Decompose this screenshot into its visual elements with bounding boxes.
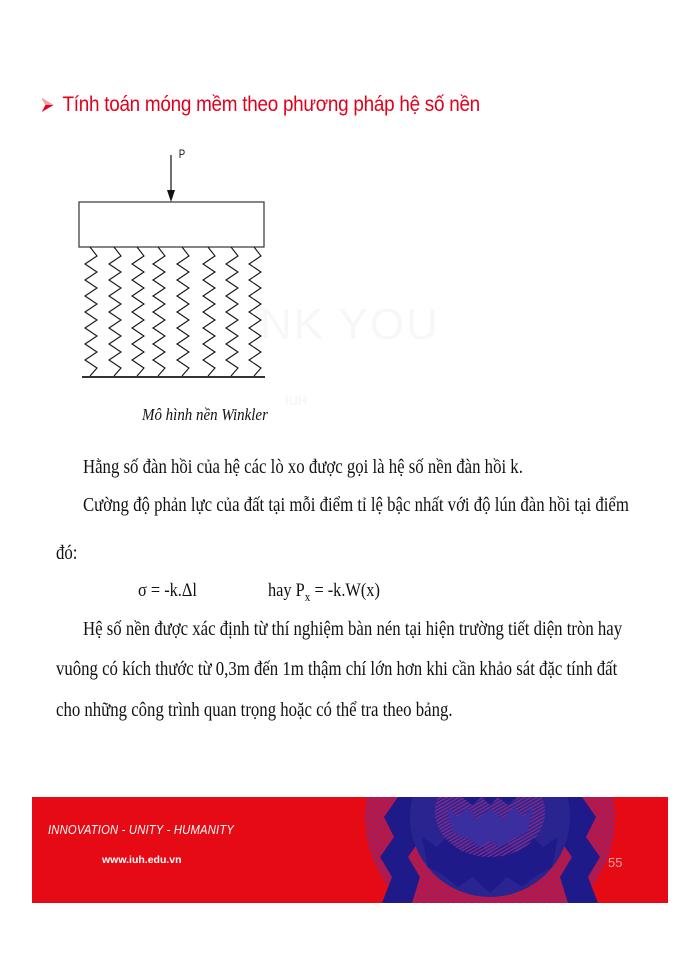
footer-motto: INNOVATION - UNITY - HUMANITY [48, 823, 235, 837]
formula-right-prefix: hay P [268, 580, 305, 601]
paragraph-1: Hằng số đàn hồi của hệ các lò xo được gọi là hệ số nền đàn hồi k. [83, 457, 523, 478]
winkler-diagram-svg [70, 140, 280, 390]
slide-title [40, 88, 480, 122]
formula-right [268, 580, 380, 605]
figure-caption: Mô hình nền Winkler [142, 405, 268, 424]
paragraph-3-line-3: cho những công trình quan trọng hoặc có thể tra theo bảng. [56, 700, 453, 721]
formula-right-suffix: = -k.W(x) [310, 580, 380, 601]
formula-right-subscript: x [304, 588, 311, 604]
arrow-bullet-icon [40, 97, 54, 113]
paragraph-3-line-2: vuông có kích thước từ 0,3m đến 1m thậm chí lớn hơn khi cần khảo sát đặc tính đất [56, 659, 618, 680]
paragraph-3-line-1: Hệ số nền được xác định từ thí nghiệm bàn nén tại hiện trường tiết diện tròn hay [83, 619, 623, 640]
slide-title-text: Tính toán móng mềm theo phương pháp hệ số nền [62, 93, 480, 116]
footer-banner [32, 797, 668, 903]
load-label: P [178, 147, 186, 161]
decorative-pattern-icon [362, 797, 622, 903]
watermark-subtext: IUH [285, 393, 308, 408]
watermark-text: NK YOU [260, 300, 440, 349]
formula-left: σ = -k.Δl [138, 580, 197, 601]
winkler-model-diagram [70, 140, 280, 390]
paragraph-2-line-1: Cường độ phản lực của đất tại mỗi điểm tỉ lệ bậc nhất với độ lún đàn hồi tại điểm [83, 495, 629, 516]
footer-url[interactable]: www.iuh.edu.vn [102, 854, 182, 866]
paragraph-2-line-2: đó: [56, 543, 78, 564]
page-number: 55 [608, 855, 623, 870]
